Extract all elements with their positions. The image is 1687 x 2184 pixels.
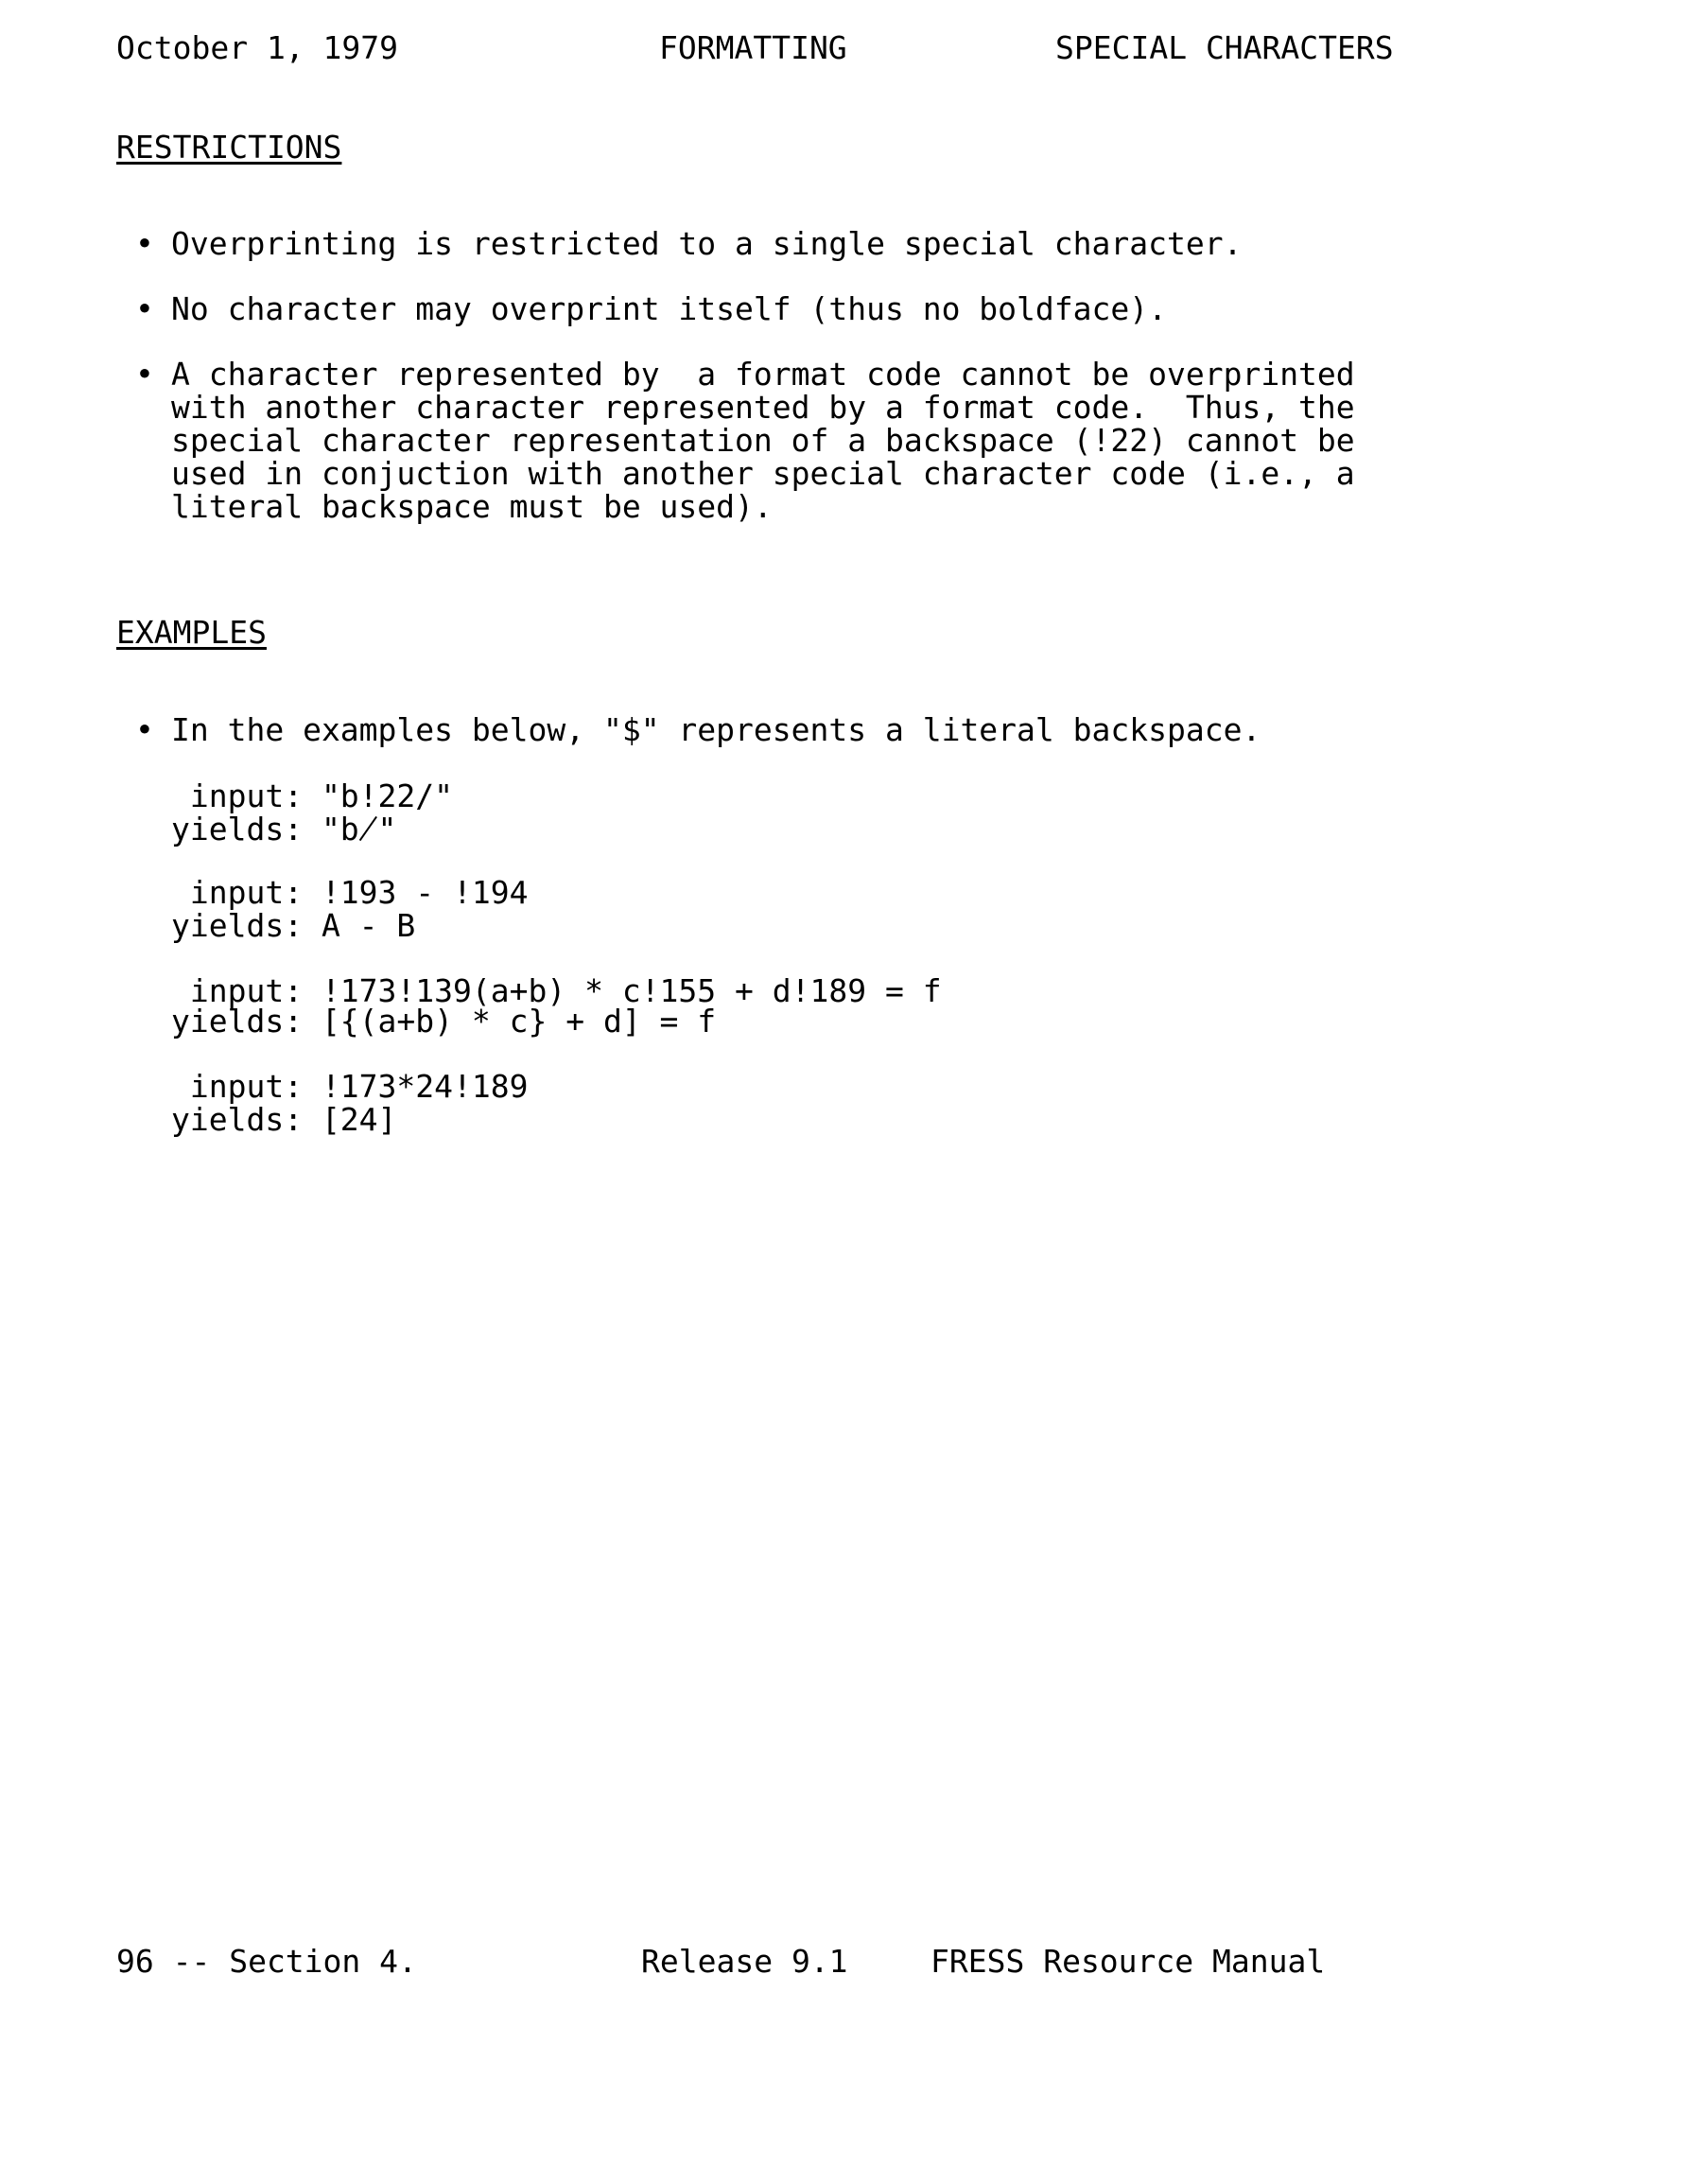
restriction-text-line: A character represented by a format code cannot be overprinted (171, 356, 1355, 393)
examples-heading: EXAMPLES (116, 614, 267, 651)
example-input: input: !173!139(a+b) * c!155 + d!189 = f (171, 972, 942, 1009)
restriction-text-line: used in conjuction with another special character code (i.e., a (171, 455, 1355, 492)
header-chapter: FORMATTING (659, 29, 847, 66)
example-yields: yields: [24] (171, 1101, 397, 1138)
restriction-text-line: literal backspace must be used). (171, 488, 773, 525)
bullet-icon: • (135, 711, 154, 748)
footer-manual: FRESS Resource Manual (930, 1943, 1326, 1980)
example-input: input: !193 - !194 (171, 874, 529, 911)
header-date: October 1, 1979 (116, 29, 399, 66)
example-input: input: !173*24!189 (171, 1068, 529, 1105)
restrictions-heading: RESTRICTIONS (116, 129, 342, 166)
footer-release: Release 9.1 (641, 1943, 848, 1980)
bullet-icon: • (135, 225, 154, 262)
restriction-text: Overprinting is restricted to a single special character. (171, 225, 1243, 262)
bullet-icon: • (135, 290, 154, 327)
restriction-text-line: with another character represented by a format code. Thus, the (171, 389, 1355, 426)
example-yields: yields: A - B (171, 907, 416, 944)
footer-page-section: 96 -- Section 4. (116, 1943, 417, 1980)
header-topic: SPECIAL CHARACTERS (1055, 29, 1394, 66)
restriction-text-line: special character representation of a backspace (!22) cannot be (171, 422, 1355, 459)
example-yields: yields: "b̸" (171, 811, 397, 847)
bullet-icon: • (135, 356, 154, 393)
restriction-text: No character may overprint itself (thus no boldface). (171, 290, 1167, 327)
example-input: input: "b!22/" (171, 778, 454, 814)
examples-intro: In the examples below, "$" represents a literal backspace. (171, 711, 1261, 748)
example-yields: yields: [{(a+b) * c} + d] = f (171, 1003, 717, 1040)
